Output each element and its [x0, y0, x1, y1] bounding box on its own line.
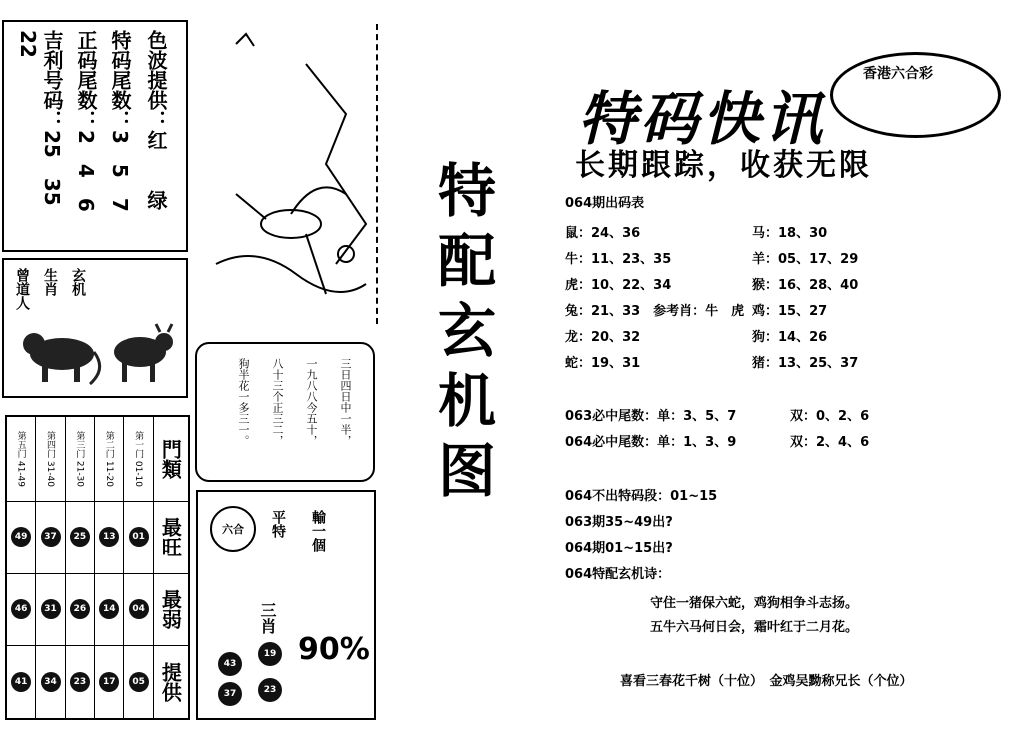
- riddle-poem-box: [195, 342, 375, 482]
- door-cell: 第五门 41-49: [7, 417, 36, 501]
- door-header-row: [7, 417, 188, 502]
- landscape-illustration: [196, 24, 378, 324]
- sun-icon: [338, 246, 354, 262]
- note-line: 064特配玄机诗：: [565, 567, 671, 582]
- number-ball: 04: [129, 599, 149, 619]
- number-ball: 13: [99, 527, 119, 547]
- promo-box: [196, 490, 376, 720]
- number-ball: 37: [41, 527, 61, 547]
- table-header: 提供: [158, 661, 183, 702]
- poem-line: 一九八八今五十，: [305, 358, 318, 446]
- number-ball: 14: [99, 599, 119, 619]
- zodiac-row-right: 狗：14、26: [752, 330, 828, 345]
- table-header: 門類: [158, 439, 183, 479]
- table-header: 最旺: [158, 517, 183, 557]
- number-ball: 49: [11, 527, 31, 547]
- seal-text: 香港六合彩: [863, 66, 933, 82]
- zodiac-row-left: 虎：10、22、34: [565, 278, 672, 293]
- table-header: 最弱: [158, 589, 183, 629]
- big-title: 特配玄机图: [428, 160, 496, 510]
- special-tail-text: 特码尾数：3 5 7: [108, 30, 132, 212]
- lucky-numbers-text: 吉利号码：25 35 22: [16, 30, 64, 226]
- number-ball: 37: [218, 682, 242, 706]
- round-seal: 六合: [210, 506, 256, 552]
- door-cell: 第一门 01-10: [124, 417, 153, 501]
- table-title: 064期出码表: [565, 196, 645, 211]
- note-line: 064期01~15出?: [565, 541, 673, 556]
- number-ball: 41: [11, 672, 31, 692]
- slogan: 长期跟踪，收获无限: [575, 148, 872, 183]
- number-ball: 31: [41, 599, 61, 619]
- promo-label: 輸一個: [310, 510, 326, 552]
- zodiac-row-right: 鸡：15、27: [752, 304, 828, 319]
- color-wave-text: 色波提供：红 绿: [144, 30, 168, 210]
- number-ball: 43: [218, 652, 242, 676]
- promo-label: 平特: [270, 510, 286, 538]
- door-cell: 第三门 21-30: [66, 417, 95, 501]
- tiger-icon: [23, 333, 100, 384]
- zodiac-row-left: 龙：20、32: [565, 330, 641, 345]
- poem-line: 八十三个正三二，: [271, 358, 284, 446]
- hot-row: [7, 501, 188, 574]
- percent-text: 90%: [298, 632, 370, 667]
- number-ball: 34: [41, 672, 61, 692]
- number-ball: 23: [258, 678, 282, 702]
- logo-title: 特码快讯: [578, 85, 827, 153]
- zodiac-row-right: 猪：13、25、37: [752, 356, 859, 371]
- note-line: 063期35~49出?: [565, 515, 673, 530]
- tail-row-right: 双：2、4、6: [790, 435, 870, 450]
- number-ball: 46: [11, 599, 31, 619]
- zodiac-row-right: 猴：16、28、40: [752, 278, 859, 293]
- number-ball: 05: [129, 672, 149, 692]
- left-panel: [0, 0, 410, 747]
- zodiac-label: 曾道人: [14, 268, 30, 310]
- footer-text: 喜看三春花千树（十位） 金鸡吴黝称兄长（个位）: [620, 674, 913, 689]
- normal-tail-text: 正码尾数：2 4 6: [74, 30, 98, 212]
- info-box: [2, 20, 188, 252]
- tiger-ox-illustration: [12, 314, 182, 394]
- number-ball: 19: [258, 642, 282, 666]
- give-row: [7, 645, 188, 718]
- tail-row-right: 双：0、2、6: [790, 409, 870, 424]
- zodiac-label: 生肖: [42, 268, 58, 296]
- tail-row-left: 064必中尾数：单：1、3、9: [565, 435, 737, 450]
- tail-row-left: 063必中尾数：单：3、5、7: [565, 409, 737, 424]
- number-ball: 26: [70, 599, 90, 619]
- ox-icon: [114, 324, 173, 382]
- number-ball: 25: [70, 527, 90, 547]
- door-table: [5, 415, 190, 720]
- number-ball: 01: [129, 527, 149, 547]
- zodiac-row-left: 鼠：24、36: [565, 226, 641, 241]
- number-ball: 23: [70, 672, 90, 692]
- poem-line: 三日四日中一半，: [339, 358, 352, 446]
- door-cell: 第二门 11-20: [95, 417, 124, 501]
- zodiac-row-left: 牛：11、23、35: [565, 252, 672, 267]
- zodiac-labels: [12, 268, 88, 310]
- poem-line: 五牛六马何日会，霜叶红于二月花。: [650, 620, 859, 635]
- zodiac-label: 玄机: [70, 268, 86, 296]
- door-cell: 第四门 31-40: [36, 417, 65, 501]
- poem-line: 守住一猪保六蛇，鸡狗相争斗志扬。: [650, 596, 859, 611]
- zodiac-row-right: 马：18、30: [752, 226, 828, 241]
- zodiac-row-right: 羊：05、17、29: [752, 252, 859, 267]
- logo-seal: [830, 52, 1001, 138]
- poem-line: 狗半花一多三一。: [237, 358, 250, 446]
- promo-label: 三肖: [258, 602, 277, 634]
- number-ball: 17: [99, 672, 119, 692]
- weak-row: [7, 573, 188, 646]
- zodiac-box: [2, 258, 188, 398]
- zodiac-row-left: 蛇：19、31: [565, 356, 641, 371]
- note-line: 064不出特码段：01~15: [565, 489, 718, 504]
- zodiac-row-left: 兔：21、33 参考肖：牛 虎: [565, 304, 745, 319]
- crane-bird-icon: [236, 187, 346, 294]
